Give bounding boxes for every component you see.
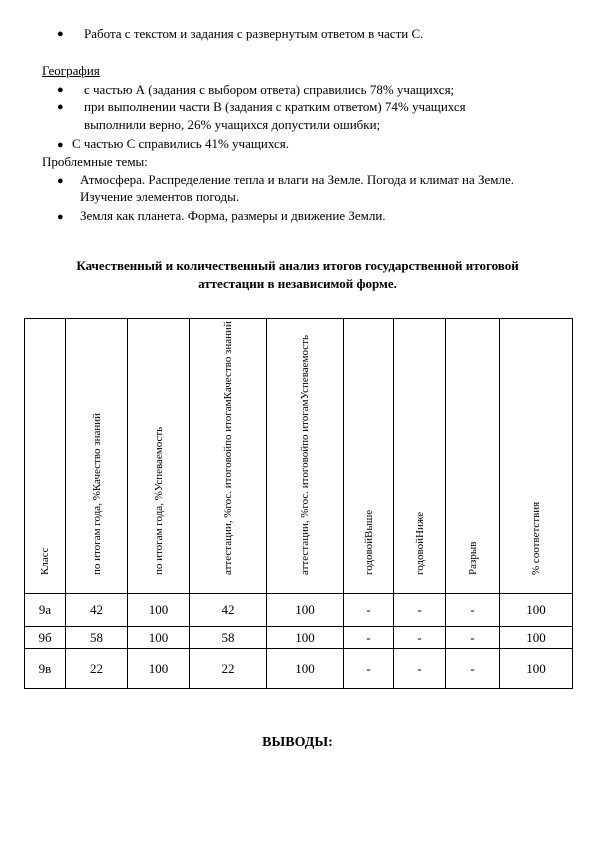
bullet-dot: ● (57, 211, 64, 223)
table-cell: 58 (66, 627, 128, 649)
table-cell: 100 (267, 627, 344, 649)
table-cell: 100 (500, 627, 573, 649)
table-cell: 100 (500, 594, 573, 627)
table-cell: - (394, 627, 446, 649)
table-cell: 9а (25, 594, 66, 627)
header-cell: по итогам года, %Качество знаний (66, 319, 128, 594)
problems-item-1: Атмосфера. Распределение тепла и влаги на Земле. Погода и климат на Земле. (80, 172, 515, 187)
table-cell: 100 (128, 649, 190, 689)
geography-item-2: при выполнении части В (задания с кратким ответом) 74% учащихся (84, 99, 466, 114)
table-cell: 42 (190, 594, 267, 627)
table-row (25, 594, 573, 627)
conclusions-heading: ВЫВОДЫ: (262, 735, 333, 750)
table-cell: - (446, 627, 500, 649)
table-cell: - (446, 594, 500, 627)
bullet-dot: ● (57, 139, 64, 151)
geography-item-2-cont: выполнили верно, 26% учащихся допустили ошибки; (84, 117, 381, 132)
table-cell: 9в (25, 649, 66, 689)
table-title-line-1: Качественный и количественный анализ итогов государственной итоговой (76, 258, 519, 273)
bullet-dot: ● (57, 101, 64, 113)
table-title-line-2: аттестации в независимой форме. (198, 276, 397, 291)
table-cell: 22 (190, 649, 267, 689)
geography-item-3: С частью С справились 41% учащихся. (72, 136, 289, 151)
header-cell: годовойВыше (344, 319, 394, 594)
table-cell: 22 (66, 649, 128, 689)
table-cell: - (344, 649, 394, 689)
bullet-dot: ● (57, 84, 64, 96)
geography-item-1: с частью А (задания с выбором ответа) справились 78% учащихся; (84, 82, 455, 97)
table-row (25, 649, 573, 689)
header-cell: Класс (25, 319, 66, 594)
table-header-row (25, 319, 573, 594)
table-cell: 100 (267, 594, 344, 627)
table-cell: 42 (66, 594, 128, 627)
header-cell: Разрыв (446, 319, 500, 594)
table-cell: 100 (128, 594, 190, 627)
header-cell: аттестации, %гос. итоговойпо итогамКачество знаний (190, 319, 267, 594)
header-cell: годовойНиже (394, 319, 446, 594)
table-cell: 100 (128, 627, 190, 649)
table-cell: - (344, 627, 394, 649)
table-cell: 100 (267, 649, 344, 689)
table-cell: - (394, 594, 446, 627)
table-cell: 9б (25, 627, 66, 649)
table-cell: 58 (190, 627, 267, 649)
header-cell: % соответствия (500, 319, 573, 594)
problems-heading: Проблемные темы: (42, 154, 148, 169)
header-cell: по итогам года, %Успеваемость (128, 319, 190, 594)
problems-item-1-cont: Изучение элементов погоды. (80, 189, 240, 204)
table-cell: - (446, 649, 500, 689)
bullet-dot: ● (57, 28, 64, 40)
top-bullet-text: Работа с текстом и задания с развернутым ответом в части С. (84, 26, 424, 41)
bullet-dot: ● (57, 175, 64, 187)
problems-item-2: Земля как планета. Форма, размеры и движение Земли. (80, 208, 386, 223)
table-cell: - (344, 594, 394, 627)
header-cell: аттестации, %гос. итоговойпо итогамУспеваемость (267, 319, 344, 594)
geography-heading: География (42, 63, 100, 78)
table-row (25, 627, 573, 649)
table-cell: - (394, 649, 446, 689)
results-table (24, 318, 573, 689)
table-cell: 100 (500, 649, 573, 689)
